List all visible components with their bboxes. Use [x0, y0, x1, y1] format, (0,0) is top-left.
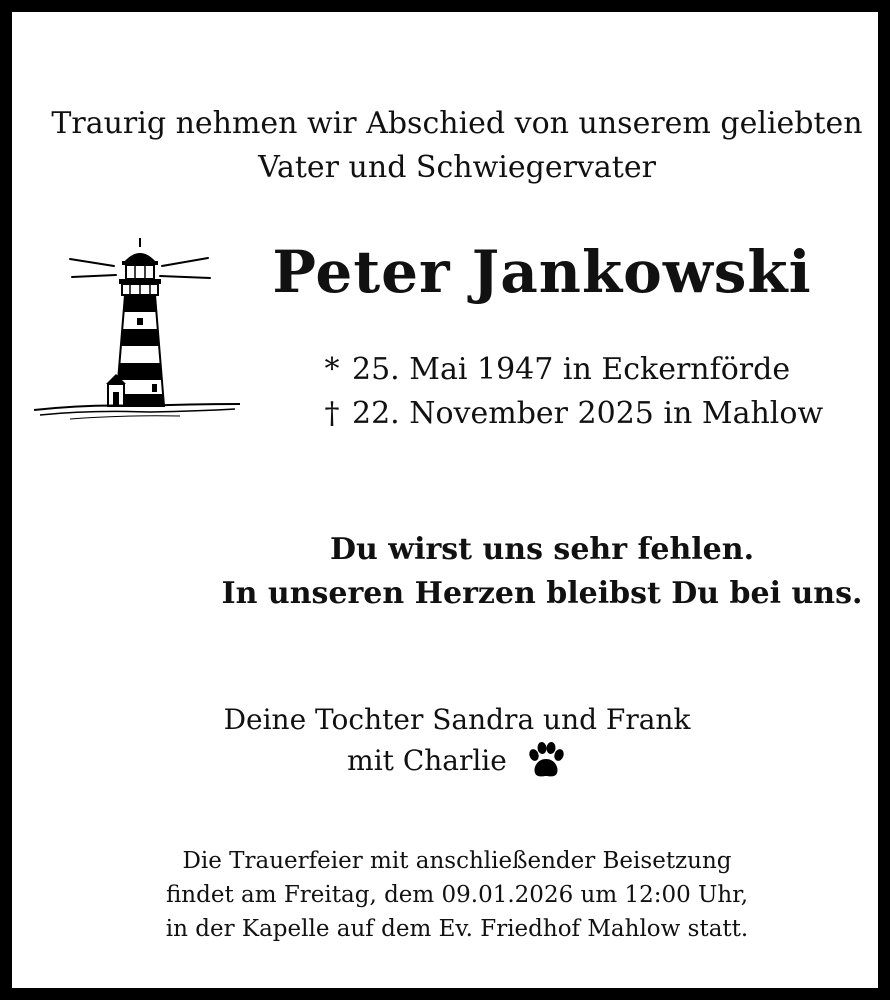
memorial-quote [212, 528, 872, 616]
birth-date: 25. Mai 1947 in Eckernförde [352, 352, 791, 387]
birth-row [312, 348, 823, 392]
ceremony-info [12, 844, 890, 946]
deceased-name: Peter Jankowski [272, 238, 812, 306]
birth-star-icon: * [324, 352, 340, 387]
death-row [312, 392, 823, 436]
quote-line-2: In unseren Herzen bleibst Du bei uns. [221, 576, 863, 611]
lighthouse-icon [30, 234, 245, 424]
ceremony-line-1: Die Trauerfeier mit anschließender Beisetzung [182, 848, 732, 874]
family-line-2: mit Charlie [347, 744, 507, 777]
death-cross-icon: † [324, 396, 340, 431]
intro-line-1: Traurig nehmen wir Abschied von unserem geliebten [51, 106, 863, 141]
ceremony-line-2: findet am Freitag, dem 09.01.2026 um 12:00 Uhr, [165, 882, 749, 908]
quote-line-1: Du wirst uns sehr fehlen. [329, 532, 755, 567]
intro-line-2: Vater und Schwiegervater [258, 150, 656, 185]
intro-text [12, 102, 890, 190]
paw-print-icon [525, 740, 567, 782]
death-date: 22. November 2025 in Mahlow [352, 396, 824, 431]
ceremony-line-3: in der Kapelle auf dem Ev. Friedhof Mahlow statt. [165, 916, 749, 942]
life-dates [312, 348, 823, 436]
family-line-2-row [212, 740, 702, 782]
family-line-1: Deine Tochter Sandra und Frank [223, 703, 691, 736]
family-signature [212, 700, 702, 782]
